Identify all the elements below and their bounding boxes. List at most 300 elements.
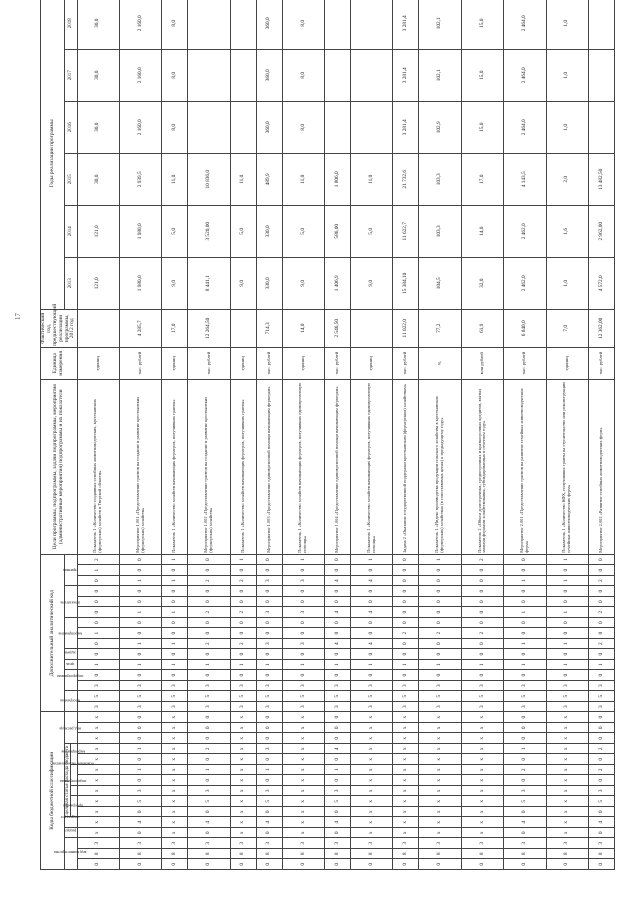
unit-cell: тыс. рублей (588, 347, 614, 379)
year-value-cell: 8,0 (282, 0, 324, 49)
analytic-code-cell: 0 (393, 596, 419, 607)
analytic-code-cell: 5 (419, 691, 461, 702)
kbk-code-cell: 0 (588, 712, 614, 723)
kbk-code-cell: x (546, 807, 588, 818)
analytic-code-cell: 3 (119, 701, 161, 712)
kbk-code-cell: x (77, 796, 119, 807)
unit-column-header: Единица измерения (41, 347, 78, 379)
analytic-code-cell: 3 (256, 607, 282, 618)
analytic-code-cell: 0 (504, 596, 546, 607)
analytic-code-cell: 2 (230, 575, 256, 586)
kbk-code-cell: x (461, 733, 503, 744)
name-cell: Мероприятие 1.004 «Предоставление единовременной помощи начинающим фермерам» (325, 379, 351, 554)
kbk-code-cell: x (162, 817, 188, 828)
fact-value-cell: 714,3 (256, 309, 282, 347)
analytic-code-cell: 0 (325, 554, 351, 565)
analytic-code-cell: 0 (256, 586, 282, 597)
name-cell: Мероприятие 2.002 «Развитие семейных животноводческих ферм» (588, 379, 614, 554)
kbk-code-cell: x (461, 817, 503, 828)
kbk-code-cell: 1 (119, 744, 161, 755)
kbk-code-cell: x (162, 744, 188, 755)
analytic-code-cell: 3 (256, 680, 282, 691)
kbk-code-cell: x (282, 765, 324, 776)
unit-cell: тыс. рублей (119, 347, 161, 379)
year-value-cell: 5,0 (282, 205, 324, 257)
analytic-code-cell: 0 (419, 575, 461, 586)
kbk-code-cell: x (230, 723, 256, 734)
kbk-code-cell: x (393, 775, 419, 786)
unit-cell: тыс. рублей (393, 347, 419, 379)
kbk-code-cell: x (546, 712, 588, 723)
unit-cell: тыс. рублей (256, 347, 282, 379)
analytic-code-cell: 3 (282, 607, 324, 618)
analytic-code-cell: 3 (351, 701, 393, 712)
kbk-code-cell: x (230, 786, 256, 797)
kbk-code-cell: x (461, 807, 503, 818)
analytic-code-cell: 0 (119, 670, 161, 681)
analytic-code-cell: 1 (162, 607, 188, 618)
analytic-code-cell: 0 (230, 586, 256, 597)
fact-value-cell: 12 264,50 (188, 309, 230, 347)
year-value-cell: 2 464,0 (504, 49, 546, 101)
kbk-code-cell: x (282, 807, 324, 818)
analytic-code-cell: 3 (504, 701, 546, 712)
unit-cell: млн рублей (461, 347, 503, 379)
analytic-code-cell: 1 (119, 659, 161, 670)
kbk-code-cell: x (546, 828, 588, 839)
analytic-code-cell: 0 (546, 565, 588, 576)
analytic-code-cell: 0 (282, 565, 324, 576)
kbk-code-cell: 0 (282, 859, 324, 870)
year-value-cell (588, 101, 614, 153)
analytic-code-cell: 0 (282, 586, 324, 597)
kbk-code-cell: x (351, 744, 393, 755)
year-value-cell: 2 962,00 (588, 205, 614, 257)
kbk-code-cell: x (419, 765, 461, 776)
analytic-code-cell: 5 (256, 691, 282, 702)
kbk-code-cell: x (162, 828, 188, 839)
kbk-code-cell: 0 (504, 828, 546, 839)
kbk-code-cell: 8 (119, 849, 161, 860)
kbk-code-cell: x (419, 712, 461, 723)
year-value-cell: 3 281,4 (393, 0, 419, 49)
analytic-code-cell: 0 (419, 670, 461, 681)
analytic-code-cell: 0 (256, 565, 282, 576)
kbk-code-cell: x (393, 765, 419, 776)
kbk-code-cell: x (546, 817, 588, 828)
year-value-cell: 2 160,0 (119, 101, 161, 153)
year-value-cell (188, 0, 230, 49)
kbk-code-cell: 8 (588, 849, 614, 860)
year-value-cell: 8,0 (162, 101, 188, 153)
kbk-code-cell: 0 (119, 712, 161, 723)
kbk-code-cell: 0 (588, 723, 614, 734)
table-row (77, 0, 119, 870)
analytic-code-cell: 0 (504, 617, 546, 628)
page-number: 17 (14, 313, 22, 320)
year-value-cell: 11,0 (230, 153, 256, 205)
kbk-code-cell: 0 (325, 754, 351, 765)
kbk-code-cell: 0 (588, 807, 614, 818)
analytic-code-cell: 0 (230, 617, 256, 628)
kbk-code-cell: x (282, 796, 324, 807)
name-cell: Задача 2 «Оказание государственной поддержки крестьянским (фермерским) хозяйствам» (393, 379, 419, 554)
kbk-code-cell: x (77, 723, 119, 734)
unit-cell: единиц (230, 347, 256, 379)
analytic-code-cell: 3 (230, 680, 256, 691)
kbk-code-cell: x (351, 712, 393, 723)
analytic-code-cell: 0 (188, 596, 230, 607)
analytic-code-cell: 2 (461, 628, 503, 639)
kbk-col-header-0: код министерства (65, 838, 78, 870)
table-row (546, 0, 588, 870)
kbk-code-cell: 0 (119, 754, 161, 765)
analytic-code-cell: 5 (188, 691, 230, 702)
analytic-code-cell: 4 (325, 607, 351, 618)
name-cell: Показатель 1 «Количество хозяйств начинающих фермеров, получивших единовременную помощь» (282, 379, 324, 554)
fact-column-header: Фактический год, предшествующий реализации программы, 2012 год (40, 303, 76, 346)
analytic-code-cell: 1 (256, 659, 282, 670)
kbk-code-cell: 3 (256, 838, 282, 849)
year-value-cell: 330,0 (256, 205, 282, 257)
table-row (461, 0, 503, 870)
kbk-code-cell: x (351, 775, 393, 786)
analytic-code-cell: 0 (461, 670, 503, 681)
kbk-code-cell: x (393, 807, 419, 818)
analytic-code-cell: 0 (461, 649, 503, 660)
analytic-code-cell: 3 (504, 680, 546, 691)
rotated-document-sheet (40, 15, 615, 870)
analytic-code-cell: 3 (419, 680, 461, 691)
table-row (256, 0, 282, 870)
target-sub-header-1: подпрограмма (71, 786, 77, 797)
name-column-header: Цели программы, подпрограммы, задачи подпрограммы, мероприятия (административные мероприятия) подпрограммы и их показатели (41, 379, 78, 554)
year-value-cell: 2 462,0 (504, 205, 546, 257)
analytic-code-cell: 3 (393, 701, 419, 712)
analytic-code-cell: 0 (588, 617, 614, 628)
fact-value-cell: 6 840,0 (504, 309, 546, 347)
analytic-code-cell: 1 (351, 554, 393, 565)
kbk-code-cell: x (461, 723, 503, 734)
kbk-code-cell: x (419, 733, 461, 744)
fact-value-cell (77, 309, 119, 347)
analytic-code-cell: 0 (282, 670, 324, 681)
analytic-code-cell: 0 (188, 617, 230, 628)
analytic-code-cell: 0 (393, 607, 419, 618)
analytic-code-cell: 0 (119, 586, 161, 597)
kbk-code-cell: 8 (546, 849, 588, 860)
kbk-code-cell: x (230, 712, 256, 723)
year-value-cell: 3 281,4 (393, 101, 419, 153)
kbk-code-cell: 3 (546, 838, 588, 849)
program-table (40, 0, 615, 870)
kbk-code-cell: 0 (77, 859, 119, 870)
year-value-cell: 11,0 (351, 153, 393, 205)
unit-cell: тыс. рублей (325, 347, 351, 379)
kbk-code-cell: x (393, 786, 419, 797)
analytic-code-cell: 0 (162, 586, 188, 597)
analytic-code-cell: 0 (325, 586, 351, 597)
analytic-code-cell: 0 (393, 554, 419, 565)
kbk-code-cell: 8 (325, 849, 351, 860)
analytic-code-cell: 1 (282, 554, 324, 565)
kbk-code-cell: x (351, 786, 393, 797)
analytic-code-cell: 1 (351, 659, 393, 670)
kbk-code-cell: 3 (504, 786, 546, 797)
fact-value-cell: 17,0 (162, 309, 188, 347)
kbk-code-cell: x (393, 796, 419, 807)
kbk-code-cell: 5 (119, 796, 161, 807)
analytic-col-header-4: мероприятие (65, 617, 78, 649)
year-value-cell: 489,9 (256, 153, 282, 205)
kbk-code-cell: 3 (119, 786, 161, 797)
kbk-code-cell: x (393, 744, 419, 755)
analytic-code-cell: 4 (325, 638, 351, 649)
kbk-code-cell: 3 (351, 838, 393, 849)
kbk-code-cell: 0 (119, 828, 161, 839)
analytic-code-cell: 1 (588, 659, 614, 670)
analytic-code-cell: 1 (393, 659, 419, 670)
analytic-code-cell: 0 (351, 670, 393, 681)
analytic-code-cell: 3 (162, 680, 188, 691)
year-value-cell: 1,0 (546, 0, 588, 49)
analytic-code-cell: 0 (188, 670, 230, 681)
year-value-cell: 21 732,6 (393, 153, 419, 205)
kbk-code-cell: 0 (119, 807, 161, 818)
year-value-cell: 10 836,0 (188, 153, 230, 205)
kbk-code-cell: 0 (325, 712, 351, 723)
analytic-code-cell: 2 (588, 638, 614, 649)
kbk-code-cell: x (461, 786, 503, 797)
analytic-code-cell: 0 (504, 554, 546, 565)
year-value-cell: 360,0 (256, 101, 282, 153)
analytic-code-cell: 1 (162, 575, 188, 586)
analytic-code-cell: 0 (588, 670, 614, 681)
kbk-code-cell: x (230, 733, 256, 744)
kbk-code-cell: 8 (419, 849, 461, 860)
kbk-code-cell: 0 (256, 712, 282, 723)
kbk-code-cell: 8 (504, 849, 546, 860)
analytic-code-cell: 0 (256, 554, 282, 565)
kbk-code-cell: 0 (504, 723, 546, 734)
analytic-code-cell: 0 (282, 628, 324, 639)
year-value-cell: 1 980,0 (119, 205, 161, 257)
analytic-code-cell: 2 (393, 628, 419, 639)
kbk-code-cell: x (461, 828, 503, 839)
year-value-cell: 121,0 (77, 205, 119, 257)
kbk-code-cell: 0 (119, 733, 161, 744)
kbk-code-cell: x (419, 744, 461, 755)
analytic-code-cell: 3 (546, 701, 588, 712)
kbk-code-cell: 0 (504, 775, 546, 786)
analytic-code-cell: 3 (162, 701, 188, 712)
kbk-code-cell: x (393, 828, 419, 839)
analytic-code-cell: 0 (119, 565, 161, 576)
kbk-code-cell: x (162, 775, 188, 786)
analytic-code-cell: 1 (77, 659, 119, 670)
year-value-cell: 102,1 (419, 0, 461, 49)
name-cell: Показатель 1 «Количество КФХ, получивших гранты на строительство или реконструкцию семейных животноводческих ферм» (546, 379, 588, 554)
analytic-code-cell: 0 (461, 586, 503, 597)
kbk-code-cell: x (351, 733, 393, 744)
year-value-cell (588, 0, 614, 49)
name-cell: Мероприятие 1.002 «Предоставление грантов на создание и развитие крестьянских (фермерских) хозяйств» (188, 379, 230, 554)
year-value-cell (351, 101, 393, 153)
analytic-code-cell: 3 (119, 680, 161, 691)
year-value-cell: 330,0 (256, 257, 282, 309)
kbk-code-cell: 4 (504, 817, 546, 828)
analytic-code-cell: 0 (325, 649, 351, 660)
analytic-code-cell: 5 (393, 691, 419, 702)
kbk-code-cell: x (393, 817, 419, 828)
kbk-code-cell: 8 (77, 849, 119, 860)
analytic-code-cell: 0 (461, 638, 503, 649)
kbk-code-cell: x (461, 712, 503, 723)
analytic-code-cell: 0 (461, 575, 503, 586)
analytic-code-cell: 5 (351, 691, 393, 702)
table-row (393, 0, 419, 870)
analytic-code-cell: 3 (393, 680, 419, 691)
year-value-cell: 4 143,5 (504, 153, 546, 205)
kbk-code-cell: x (419, 786, 461, 797)
kbk-code-cell: 0 (256, 859, 282, 870)
analytic-code-cell: 0 (325, 670, 351, 681)
kbk-code-cell: 3 (325, 786, 351, 797)
analytic-code-cell: 0 (162, 617, 188, 628)
kbk-code-cell: x (419, 817, 461, 828)
analytic-code-cell: 0 (77, 670, 119, 681)
kbk-code-cell: 0 (419, 859, 461, 870)
kbk-group-header: Коды бюджетной классификации (41, 712, 65, 870)
analytic-code-cell: 0 (588, 596, 614, 607)
unit-cell: единиц (77, 347, 119, 379)
analytic-code-cell: 0 (546, 586, 588, 597)
table-row (419, 0, 461, 870)
kbk-code-cell: x (351, 828, 393, 839)
analytic-code-cell: 0 (230, 565, 256, 576)
year-value-cell: 102,9 (419, 101, 461, 153)
kbk-code-cell: 1 (188, 765, 230, 776)
target-sub-header-0: программа (71, 796, 77, 817)
kbk-code-cell: 0 (588, 828, 614, 839)
analytic-col-header-2: цель (65, 659, 78, 670)
table-row (504, 0, 546, 870)
kbk-code-cell: 0 (504, 733, 546, 744)
table-row (119, 0, 161, 870)
kbk-code-cell: x (162, 754, 188, 765)
year-value-cell: 103,3 (419, 205, 461, 257)
kbk-code-cell: x (351, 807, 393, 818)
analytic-code-cell: 0 (504, 586, 546, 597)
fact-value-cell: 7,0 (546, 309, 588, 347)
year-value-cell (325, 101, 351, 153)
analytic-code-cell: 0 (119, 649, 161, 660)
kbk-code-cell: x (393, 733, 419, 744)
table-row (230, 0, 256, 870)
unit-cell: единиц (282, 347, 324, 379)
kbk-code-cell: x (230, 817, 256, 828)
analytic-code-cell: 1 (119, 607, 161, 618)
fact-value-cell: 2 546,50 (325, 309, 351, 347)
kbk-col-header-2: подраздел (65, 817, 78, 828)
analytic-code-cell: 3 (588, 701, 614, 712)
kbk-code-cell: 0 (256, 733, 282, 744)
analytic-code-cell: 0 (393, 670, 419, 681)
kbk-code-cell: 1 (256, 765, 282, 776)
name-cell: Мероприятие 1.003 «Предоставление единовременной помощи начинающим фермерам» (256, 379, 282, 554)
kbk-code-cell: 3 (188, 838, 230, 849)
kbk-code-cell: x (162, 723, 188, 734)
analytic-code-cell: 3 (256, 638, 282, 649)
kbk-code-cell: x (351, 723, 393, 734)
analytic-code-cell: 5 (119, 691, 161, 702)
unit-cell: тыс. рублей (504, 347, 546, 379)
kbk-code-cell: 2 (504, 765, 546, 776)
year-value-cell (351, 0, 393, 49)
analytic-code-cell: 1 (546, 607, 588, 618)
kbk-code-cell: 0 (325, 723, 351, 734)
analytic-code-cell: 1 (162, 638, 188, 649)
table-row (188, 0, 230, 870)
kbk-code-cell: x (77, 754, 119, 765)
kbk-code-cell: x (546, 786, 588, 797)
analytic-code-cell: 0 (419, 565, 461, 576)
analytic-code-cell: 0 (351, 628, 393, 639)
year-value-cell (325, 0, 351, 49)
kbk-code-cell: 1 (325, 765, 351, 776)
year-value-cell: 15,0 (461, 49, 503, 101)
analytic-code-cell: 1 (162, 659, 188, 670)
kbk-code-cell: x (162, 796, 188, 807)
analytic-code-cell: 0 (351, 565, 393, 576)
kbk-code-cell: 4 (325, 744, 351, 755)
fact-value-cell: 77,2 (419, 309, 461, 347)
analytic-code-cell: 3 (546, 680, 588, 691)
analytic-code-cell: 3 (461, 680, 503, 691)
kbk-code-cell: 5 (325, 796, 351, 807)
kbk-code-cell: x (351, 754, 393, 765)
analytic-code-cell: 3 (230, 701, 256, 712)
analytic-code-cell: 0 (504, 628, 546, 639)
analytic-code-cell: 0 (119, 596, 161, 607)
analytic-code-cell: 0 (351, 649, 393, 660)
analytic-code-cell: 0 (419, 596, 461, 607)
year-value-cell (230, 0, 256, 49)
analytic-code-cell: 4 (351, 638, 393, 649)
analytic-code-cell: 0 (282, 596, 324, 607)
kbk-code-cell: 0 (393, 859, 419, 870)
year-header-1: 2014 (65, 205, 78, 257)
kbk-code-cell: 8 (256, 849, 282, 860)
analytic-code-cell: 1 (230, 659, 256, 670)
year-value-cell: 9,0 (162, 257, 188, 309)
kbk-code-cell: 0 (588, 733, 614, 744)
year-value-cell: 1 980,0 (119, 257, 161, 309)
kbk-code-cell: 0 (588, 754, 614, 765)
analytic-code-cell: 0 (119, 554, 161, 565)
kbk-code-cell: x (546, 754, 588, 765)
analytic-code-cell: 1 (504, 638, 546, 649)
kbk-code-cell: 3 (393, 838, 419, 849)
analytic-code-cell: 5 (230, 691, 256, 702)
analytic-code-cell: 2 (77, 554, 119, 565)
analytic-code-cell: 3 (282, 701, 324, 712)
year-value-cell: 1,6 (546, 205, 588, 257)
kbk-code-cell: 4 (256, 817, 282, 828)
kbk-code-cell: 0 (119, 775, 161, 786)
analytic-col-header-0: программа (65, 691, 78, 712)
kbk-code-cell: 8 (393, 849, 419, 860)
